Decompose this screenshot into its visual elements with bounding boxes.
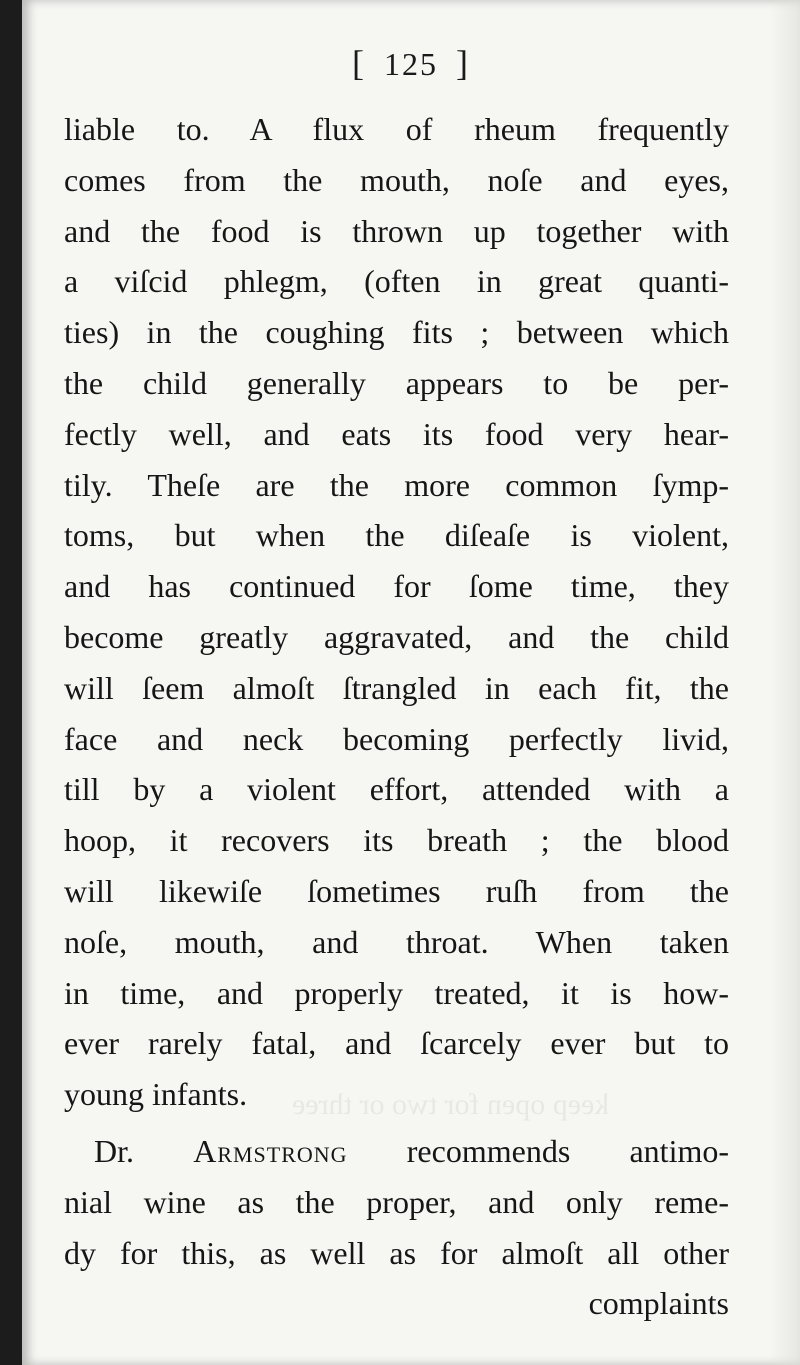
text-line: ties) in the coughing fits ; between which xyxy=(64,314,729,351)
body-text xyxy=(64,104,729,1329)
page-number: 125 xyxy=(384,46,438,82)
catchword: complaints xyxy=(588,1285,729,1322)
text-line: and has continued for ſome time, they xyxy=(64,568,729,605)
page-header xyxy=(22,42,800,84)
text-line: fectly well, and eats its food very hear- xyxy=(64,415,729,452)
text-line: comes from the mouth, noſe and eyes, xyxy=(64,161,729,198)
text-line: become greatly aggravated, and the child xyxy=(64,618,729,655)
text-line: a viſcid phlegm, (often in great quanti- xyxy=(64,263,729,300)
text-line: young infants. xyxy=(64,1076,248,1113)
text-line: ever rarely fatal, and ſcarcely ever but to xyxy=(64,1025,729,1062)
text-line: hoop, it recovers its breath ; the blood xyxy=(64,822,729,859)
show-through-text: keep open for two or three xyxy=(292,1088,610,1121)
text-line: tily. Theſe are the more common ſymp- xyxy=(64,466,729,503)
text-line: nial wine as the proper, and only reme- xyxy=(64,1183,729,1220)
text-line: till by a violent effort, attended with a xyxy=(64,771,729,808)
bracket-open: [ xyxy=(352,43,366,83)
text-line: face and neck becoming perfectly livid, xyxy=(64,720,729,757)
text-line: liable to. A flux of rheum frequently xyxy=(64,111,729,147)
doctor-title: Dr. xyxy=(94,1132,134,1169)
text-line: toms, but when the diſeaſe is violent, xyxy=(64,517,729,554)
author-name: Armstrong xyxy=(193,1132,348,1169)
text-line: the child generally appears to be per- xyxy=(64,364,729,401)
bracket-close: ] xyxy=(456,43,470,83)
text-line: in time, and properly treated, it is how- xyxy=(64,974,729,1011)
book-page xyxy=(22,0,800,1365)
text-line: dy for this, as well as for almoſt all other xyxy=(64,1234,729,1271)
opening-rest: recommends antimo- xyxy=(406,1132,729,1169)
text-line: noſe, mouth, and throat. When taken xyxy=(64,923,729,960)
text-line: will ſeem almoſt ſtrangled in each fit, the xyxy=(64,669,729,706)
text-line: will likewiſe ſometimes ruſh from the xyxy=(64,872,729,909)
text-line: and the food is thrown up together with xyxy=(64,212,729,249)
paragraph-opening-line xyxy=(64,1126,729,1177)
